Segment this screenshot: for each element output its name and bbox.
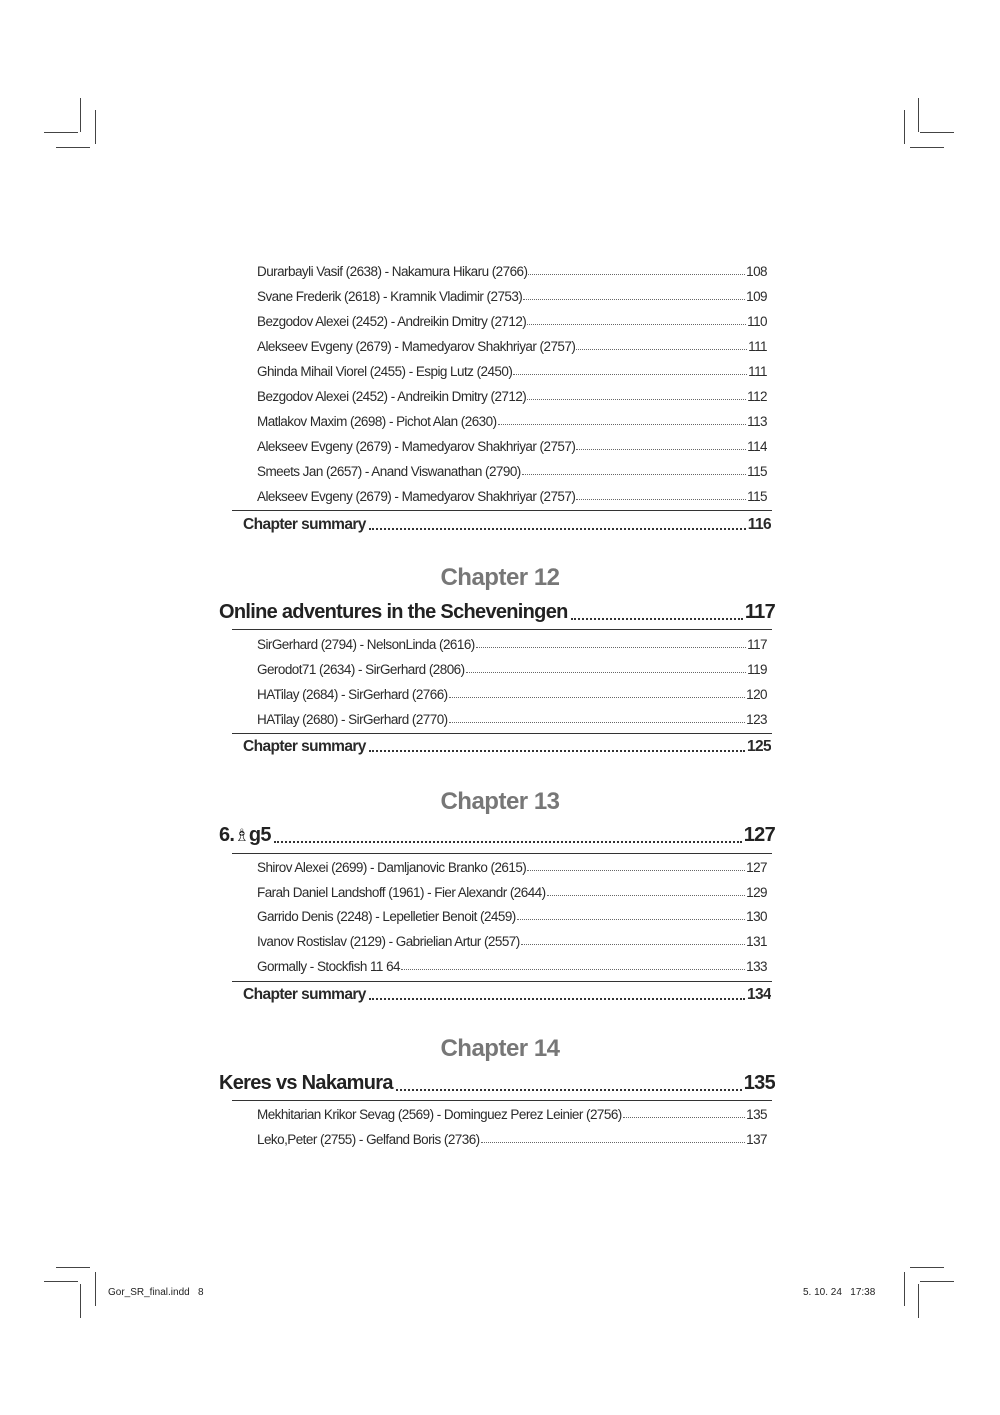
summary-text: Chapter summary [243,516,366,533]
crop-mark [920,1281,954,1282]
divider [232,733,772,734]
crop-mark [904,110,905,144]
entry-page: 111 [748,364,767,379]
chapter-title-entry[interactable] [219,601,775,624]
entry-text: Farah Daniel Landshoff (1961) - Fier Alexandr (2644) [257,885,546,900]
entry-page: 123 [746,712,767,727]
slug-timestamp: 5. 10. 24 17:38 [803,1287,876,1298]
entry-page: 127 [746,860,767,875]
crop-mark [44,1281,78,1282]
leader-dots [498,423,747,425]
chapter-summary-entry[interactable] [243,986,771,1004]
toc-entry[interactable] [257,314,767,329]
leader-dots [522,473,746,475]
leader-dots [527,869,745,871]
entry-page: 108 [746,264,767,279]
entry-page: 130 [746,909,767,924]
crop-mark [80,1284,81,1318]
toc-entry[interactable] [257,464,767,479]
toc-entry[interactable] [257,264,767,279]
entry-page: 135 [746,1107,767,1122]
leader-dots [523,298,745,300]
entry-text: Gerodot71 (2634) - SirGerhard (2806) [257,662,465,677]
leader-dots [396,1087,742,1091]
leader-dots [466,671,747,673]
divider [232,1100,772,1101]
toc-entry[interactable] [257,885,767,900]
toc-entry[interactable] [257,364,767,379]
divider [232,510,772,511]
entry-page: 115 [747,489,767,504]
entry-page: 133 [746,959,767,974]
leader-dots [576,498,746,500]
toc-entry[interactable] [257,934,767,949]
entry-text: Alekseev Evgeny (2679) - Mamedyarov Shakhriyar (2757) [257,489,576,504]
entry-text: Garrido Denis (2248) - Lepelletier Benoit (2459) [257,909,516,924]
leader-dots [401,968,745,970]
entry-text: Mekhitarian Krikor Sevag (2569) - Dominguez Perez Leinier (2756) [257,1107,622,1122]
chapter-title: 6.♗g5 [219,824,271,846]
chapter-page: 117 [744,601,775,623]
summary-page: 125 [746,738,771,755]
entry-page: 111 [748,339,767,354]
entry-page: 115 [747,464,767,479]
toc-entry[interactable] [257,1132,767,1147]
entry-page: 120 [746,687,767,702]
entry-page: 129 [746,885,767,900]
toc-entry[interactable] [257,687,767,702]
entry-text: Gormally - Stockfish 11 64 [257,959,401,974]
leader-dots [449,696,746,698]
entry-text: Smeets Jan (2657) - Anand Viswanathan (2790) [257,464,521,479]
chapter-title: Online adventures in the Scheveningen [219,601,568,623]
entry-text: Ghinda Mihail Viorel (2455) - Espig Lutz (2450) [257,364,513,379]
leader-dots [576,348,747,350]
chapter-heading: Chapter 12 [440,564,560,591]
entry-text: HATilay (2684) - SirGerhard (2766) [257,687,448,702]
crop-mark [918,1284,919,1318]
entry-text: Svane Frederik (2618) - Kramnik Vladimir (2753) [257,289,523,304]
entry-page: 109 [746,289,767,304]
crop-mark [56,147,90,148]
leader-dots [576,448,746,450]
summary-page: 116 [747,516,771,533]
entry-page: 110 [747,314,767,329]
chapter-title-entry[interactable] [219,1072,775,1095]
crop-mark [920,132,954,133]
toc-entry[interactable] [257,339,767,354]
leader-dots [476,646,746,648]
summary-page: 134 [746,986,771,1003]
chapter-heading: Chapter 13 [440,788,560,815]
summary-text: Chapter summary [243,986,366,1003]
entry-page: 137 [746,1132,767,1147]
chapter-summary-entry[interactable] [243,516,771,534]
leader-dots [513,373,747,375]
crop-mark [95,1272,96,1306]
leader-dots [528,273,745,275]
leader-dots [369,748,745,752]
slug-filename: Gor_SR_final.indd 8 [108,1287,204,1298]
chapter-page: 135 [743,1072,775,1094]
crop-mark [910,147,944,148]
toc-entry[interactable] [257,289,767,304]
toc-entry[interactable] [257,959,767,974]
toc-entry[interactable] [257,439,767,454]
crop-mark [80,98,81,132]
toc-entry[interactable] [257,860,767,875]
leader-dots [274,839,742,843]
entry-page: 131 [746,934,767,949]
chapter-title: Keres vs Nakamura [219,1072,393,1094]
toc-entry[interactable] [257,489,767,504]
toc-entry[interactable] [257,637,767,652]
entry-page: 117 [747,637,767,652]
entry-text: SirGerhard (2794) - NelsonLinda (2616) [257,637,475,652]
toc-entry[interactable] [257,1107,767,1122]
entry-text: Matlakov Maxim (2698) - Pichot Alan (2630) [257,414,497,429]
toc-entry[interactable] [257,909,767,924]
chapter-summary-entry[interactable] [243,738,771,756]
toc-entry[interactable] [257,389,767,404]
entry-page: 113 [747,414,767,429]
leader-dots [571,616,743,620]
entry-text: Bezgodov Alexei (2452) - Andreikin Dmitry (2712) [257,314,527,329]
crop-mark [910,1267,944,1268]
toc-entry[interactable] [257,414,767,429]
crop-mark [95,110,96,144]
entry-text: Shirov Alexei (2699) - Damljanovic Branko (2615) [257,860,527,875]
crop-mark [56,1267,90,1268]
chapter-heading: Chapter 14 [440,1035,560,1062]
leader-dots [521,943,745,945]
leader-dots [547,894,746,896]
leader-dots [623,1116,745,1118]
entry-page: 112 [747,389,767,404]
crop-mark [44,132,78,133]
leader-dots [449,721,746,723]
entry-text: Alekseev Evgeny (2679) - Mamedyarov Shakhriyar (2757) [257,339,576,354]
divider [232,981,772,982]
toc-entry[interactable] [257,662,767,677]
entry-text: Durarbayli Vasif (2638) - Nakamura Hikaru (2766) [257,264,528,279]
entry-text: Ivanov Rostislav (2129) - Gabrielian Artur (2557) [257,934,520,949]
entry-text: HATilay (2680) - SirGerhard (2770) [257,712,448,727]
entry-text: Bezgodov Alexei (2452) - Andreikin Dmitry (2712) [257,389,527,404]
entry-text: Leko,Peter (2755) - Gelfand Boris (2736) [257,1132,480,1147]
chapter-page: 127 [743,824,775,846]
crop-mark [904,1272,905,1306]
divider [232,853,772,854]
leader-dots [517,918,745,920]
crop-mark [918,98,919,132]
leader-dots [369,996,745,1000]
leader-dots [527,398,746,400]
entry-text: Alekseev Evgeny (2679) - Mamedyarov Shakhriyar (2757) [257,439,576,454]
leader-dots [481,1141,745,1143]
leader-dots [369,526,746,530]
entry-page: 119 [747,662,767,677]
entry-page: 114 [747,439,767,454]
divider [232,629,772,630]
chapter-title-entry[interactable] [219,824,775,847]
toc-entry[interactable] [257,712,767,727]
bishop-icon: ♗ [234,826,249,846]
leader-dots [527,323,746,325]
summary-text: Chapter summary [243,738,366,755]
